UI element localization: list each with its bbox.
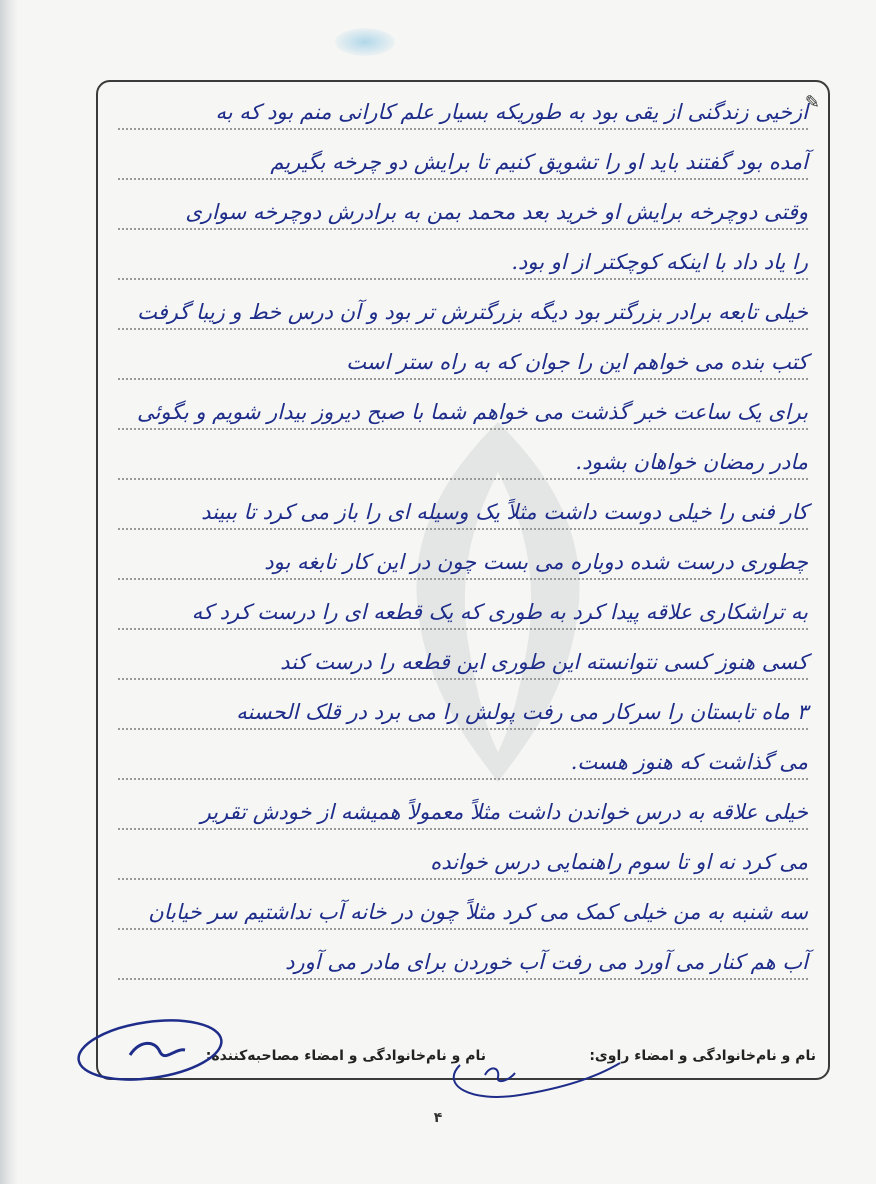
line-text: آمده بود گفتند باید او را تشویق کنیم تا برایش دو چرخه بگیریم [270, 150, 808, 174]
handwritten-line [118, 890, 808, 930]
interviewer-signature-label: نام و نام‌خانوادگی و امضاء مصاحبه‌کننده: [205, 1048, 486, 1064]
line-text: برای یک ساعت خبر گذشت می خواهم شما با صبح دیروز بیدار شویم و بگوئی [137, 400, 808, 424]
narrator-signature [60, 1010, 240, 1090]
narrator-signature-label: نام و نام‌خانوادگی و امضاء راوی: [589, 1048, 816, 1064]
handwritten-line [118, 90, 808, 130]
line-text: ۳ ماه تابستان را سرکار می رفت پولش را می برد در قلک الحسنه [236, 700, 808, 724]
handwritten-line [118, 740, 808, 780]
ink-blot [335, 28, 395, 56]
handwritten-line [118, 790, 808, 830]
handwritten-line [118, 390, 808, 430]
line-text: می کرد نه او تا سوم راهنمایی درس خوانده [430, 850, 808, 874]
handwritten-line [118, 640, 808, 680]
line-text: سه شنبه به من خیلی کمک می کرد مثلاً چون در خانه آب نداشتیم سر خیابان [148, 900, 808, 924]
line-text: کار فنی را خیلی دوست داشت مثلاً یک وسیله ای را باز می کرد تا ببیند [201, 500, 808, 524]
handwritten-line [118, 140, 808, 180]
line-text: خیلی علاقه به درس خواندن داشت مثلاً معمولاً همیشه از خودش تقریر [200, 800, 808, 824]
form-frame [96, 80, 830, 1080]
pencil-icon: ✎ [804, 92, 820, 113]
handwritten-line [118, 690, 808, 730]
line-text: ازخیی زندگنی از یقی بود به طوریکه بسیار علم کارانی منم بود که به [215, 100, 808, 124]
line-text: چطوری درست شده دوباره می بست چون در این کار نابغه بود [264, 550, 808, 574]
line-text: مادر رمضان خواهان بشود. [575, 450, 808, 474]
line-text: وقتی دوچرخه برایش او خرید بعد محمد بمن به برادرش دوچرخه سواری [185, 200, 808, 224]
handwritten-line [118, 940, 808, 980]
line-text: را یاد داد با اینکه کوچکتر از او بود. [511, 250, 808, 274]
handwritten-line [118, 490, 808, 530]
handwritten-line [118, 290, 808, 330]
line-text: می گذاشت که هنوز هست. [570, 750, 808, 774]
handwritten-line [118, 340, 808, 380]
line-text: آب هم کنار می آورد می رفت آب خوردن برای مادر می آورد [285, 950, 808, 974]
handwritten-line [118, 540, 808, 580]
line-text: کسی هنوز کسی نتوانسته این طوری این قطعه را درست کند [280, 650, 808, 674]
interviewer-signature [430, 1045, 630, 1105]
handwritten-line [118, 840, 808, 880]
line-text: خیلی تابعه برادر بزرگتر بود دیگه بزرگترش تر بود و آن درس خط و زیبا گرفت [137, 300, 808, 324]
handwritten-line [118, 440, 808, 480]
line-text: کتب بنده می خواهم این را جوان که به راه ستر است [346, 350, 808, 374]
line-text: به تراشکاری علاقه پیدا کرد به طوری که یک قطعه ای را درست کرد که [191, 600, 808, 624]
handwritten-line [118, 240, 808, 280]
page-number: ۴ [433, 1110, 443, 1126]
handwritten-line [118, 190, 808, 230]
scanned-page-edge [0, 0, 18, 1184]
handwritten-line [118, 590, 808, 630]
